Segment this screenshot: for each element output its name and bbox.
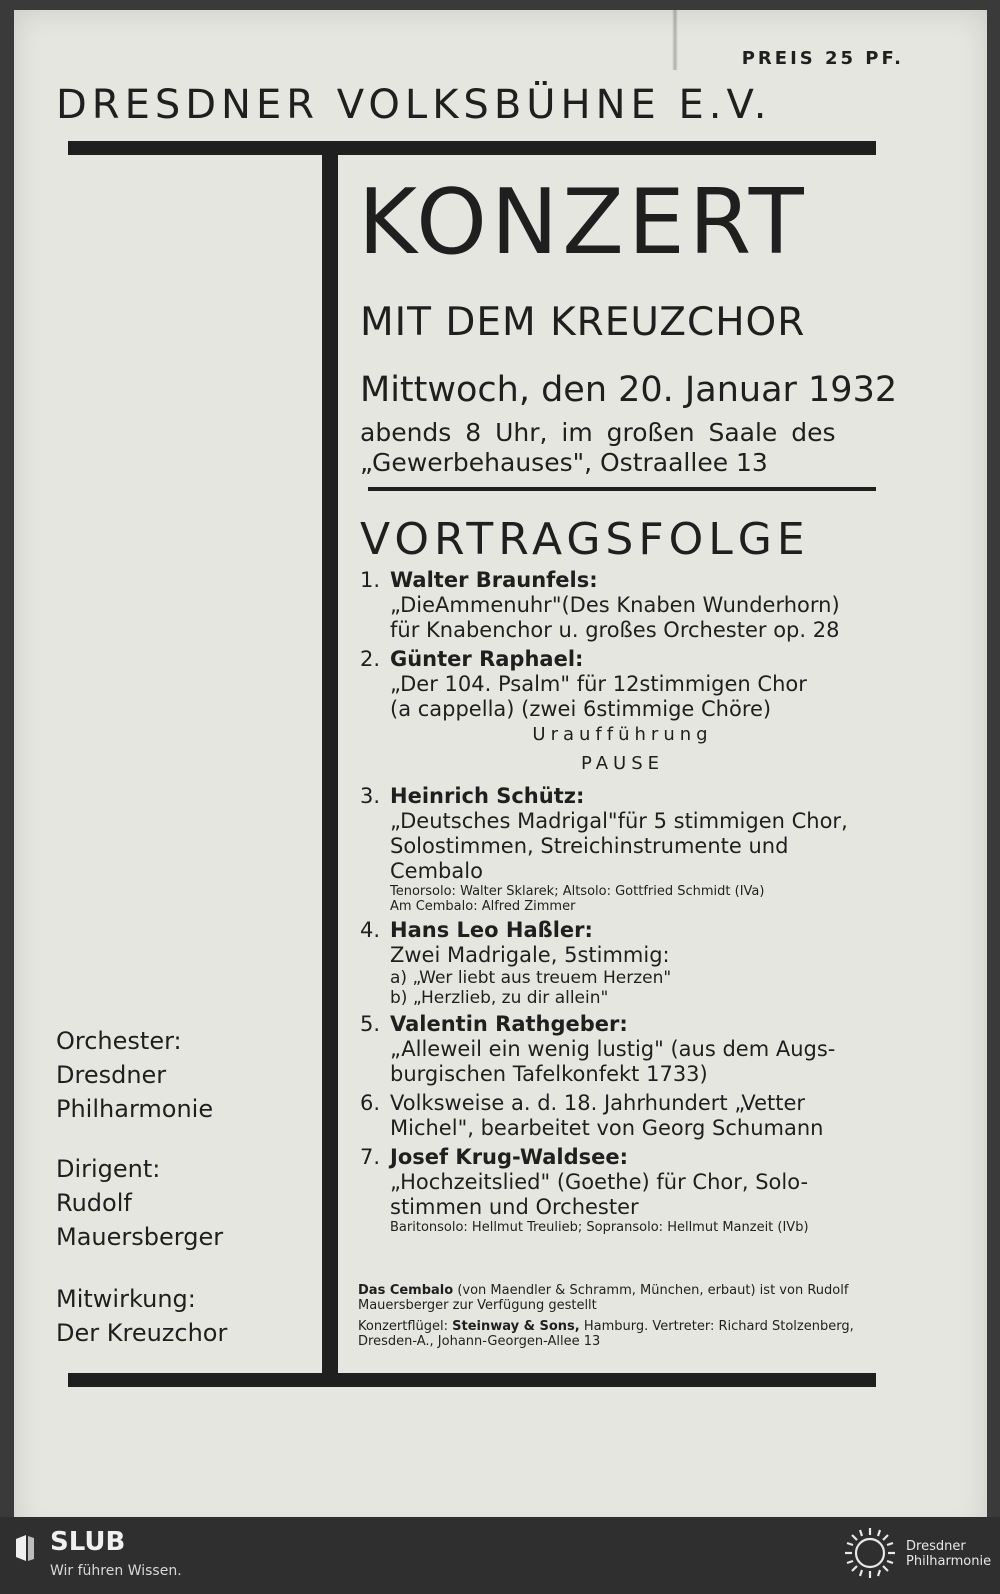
item-composer: Walter Braunfels: (390, 568, 598, 592)
item-work: Volksweise a. d. 18. Jahrhundert „Vetter (390, 1091, 806, 1115)
footer-bar (0, 1517, 1000, 1594)
item-number: 2. (360, 647, 381, 671)
divider-rule (368, 487, 876, 491)
item-performers: Am Cembalo: Alfred Zimmer (390, 899, 576, 914)
program-item (360, 1091, 885, 1141)
philharmonie-logo-icon (842, 1525, 898, 1581)
slub-name: SLUB (50, 1527, 126, 1557)
concert-venue-address: „Gewerbehauses", Ostraallee 13 (360, 448, 768, 477)
item-subwork: b) „Herzlieb, zu dir allein" (390, 988, 609, 1008)
program-item (360, 568, 885, 643)
participation-block (56, 1282, 227, 1350)
item-number: 4. (360, 918, 381, 942)
piano-note-brand: Steinway & Sons, (452, 1319, 580, 1334)
item-work: stimmen und Orchester (390, 1195, 639, 1219)
philharmonie-name (906, 1539, 991, 1569)
orchestra-name: Dresdner (56, 1061, 167, 1089)
concert-date: Mittwoch, den 20. Januar 1932 (360, 370, 898, 410)
item-work: für Knabenchor u. großes Orchester op. 28 (390, 618, 840, 642)
item-performers: Baritonsolo: Hellmut Treulieb; Sopransolo: Hellmut Manzeit (IVb) (390, 1220, 809, 1235)
item-work: „Alleweil ein wenig lustig" (aus dem Augs- (390, 1037, 836, 1061)
cembalo-note-text: (von Maendler & Schramm, München, erbaut) ist von Rudolf Mauersberger zur Verfügung gestellt (358, 1283, 849, 1313)
item-work: „Hochzeitslied" (Goethe) für Chor, Solo- (390, 1170, 809, 1194)
program-item (360, 784, 885, 914)
top-rule (68, 141, 876, 155)
item-performers: Tenorsolo: Walter Sklarek; Altsolo: Gottfried Schmidt (IVa) (390, 884, 765, 899)
program-item (360, 647, 885, 747)
program-notes (358, 1283, 886, 1355)
slub-tagline: Wir führen Wissen. (50, 1563, 182, 1579)
program-list (360, 568, 885, 1239)
cembalo-note (358, 1283, 886, 1313)
participation-value: Der Kreuzchor (56, 1319, 228, 1347)
bottom-rule (68, 1373, 876, 1387)
item-composer: Heinrich Schütz: (390, 784, 585, 808)
item-work: Michel", bearbeitet von Georg Schumann (390, 1116, 824, 1140)
item-composer: Valentin Rathgeber: (390, 1012, 628, 1036)
item-number: 5. (360, 1012, 381, 1036)
concert-time-venue: abends 8 Uhr, im großen Saale des (360, 418, 836, 447)
piano-note (358, 1319, 886, 1349)
program-heading: VORTRAGSFOLGE (360, 514, 810, 565)
item-work: (a cappella) (zwei 6stimmige Chöre) (390, 697, 772, 721)
item-work: „Der 104. Psalm" für 12stimmigen Chor (390, 672, 807, 696)
item-composer: Hans Leo Haßler: (390, 918, 593, 942)
concert-subtitle: MIT DEM KREUZCHOR (360, 300, 806, 345)
participation-label: Mitwirkung: (56, 1285, 196, 1313)
program-item (360, 1012, 885, 1087)
item-work: Solostimmen, Streichinstrumente und (390, 834, 789, 858)
item-work: Zwei Madrigale, 5stimmig: (390, 943, 670, 967)
price-label: PREIS 25 PF. (741, 48, 904, 69)
conductor-name: Mauersberger (56, 1223, 224, 1251)
paper-tear (660, 10, 690, 70)
orchestra-name: Philharmonie (56, 1095, 214, 1123)
slub-logo-icon (14, 1533, 36, 1563)
item-work: „Deutsches Madrigal"für 5 stimmigen Chor, (390, 809, 848, 833)
item-composer: Günter Raphael: (390, 647, 584, 671)
item-number: 6. (360, 1091, 381, 1115)
piano-note-label: Konzertflügel: (358, 1319, 453, 1334)
piano-note-text: Hamburg. Vertreter: Richard Stolzenberg, Dresden-A., Johann-Georgen-Allee 13 (358, 1319, 854, 1349)
item-work: burgischen Tafelkonfekt 1733) (390, 1062, 708, 1086)
item-number: 1. (360, 568, 381, 592)
cembalo-note-label: Das Cembalo (358, 1283, 454, 1298)
item-subwork: a) „Wer liebt aus treuem Herzen" (390, 968, 672, 988)
concert-title: KONZERT (358, 170, 808, 275)
item-composer: Josef Krug-Waldsee: (390, 1145, 629, 1169)
item-number: 7. (360, 1145, 381, 1169)
conductor-block (56, 1152, 223, 1254)
philharmonie-name-line: Dresdner (906, 1539, 966, 1554)
program-item (360, 918, 885, 1008)
item-number: 3. (360, 784, 381, 808)
orchestra-block (56, 1024, 213, 1126)
vertical-rule (322, 141, 338, 1374)
item-work: „DieAmmenuhr"(Des Knaben Wunderhorn) (390, 593, 840, 617)
orchestra-label: Orchester: (56, 1027, 182, 1055)
item-work: Cembalo (390, 859, 483, 883)
philharmonie-name-line: Philharmonie (906, 1554, 992, 1569)
conductor-label: Dirigent: (56, 1155, 161, 1183)
organization-title: DRESDNER VOLKSBÜHNE E.V. (56, 82, 772, 128)
pause-note: PAUSE (581, 753, 664, 774)
program-item (360, 1145, 885, 1235)
premiere-note: Uraufführung (532, 724, 713, 745)
conductor-name: Rudolf (56, 1189, 132, 1217)
